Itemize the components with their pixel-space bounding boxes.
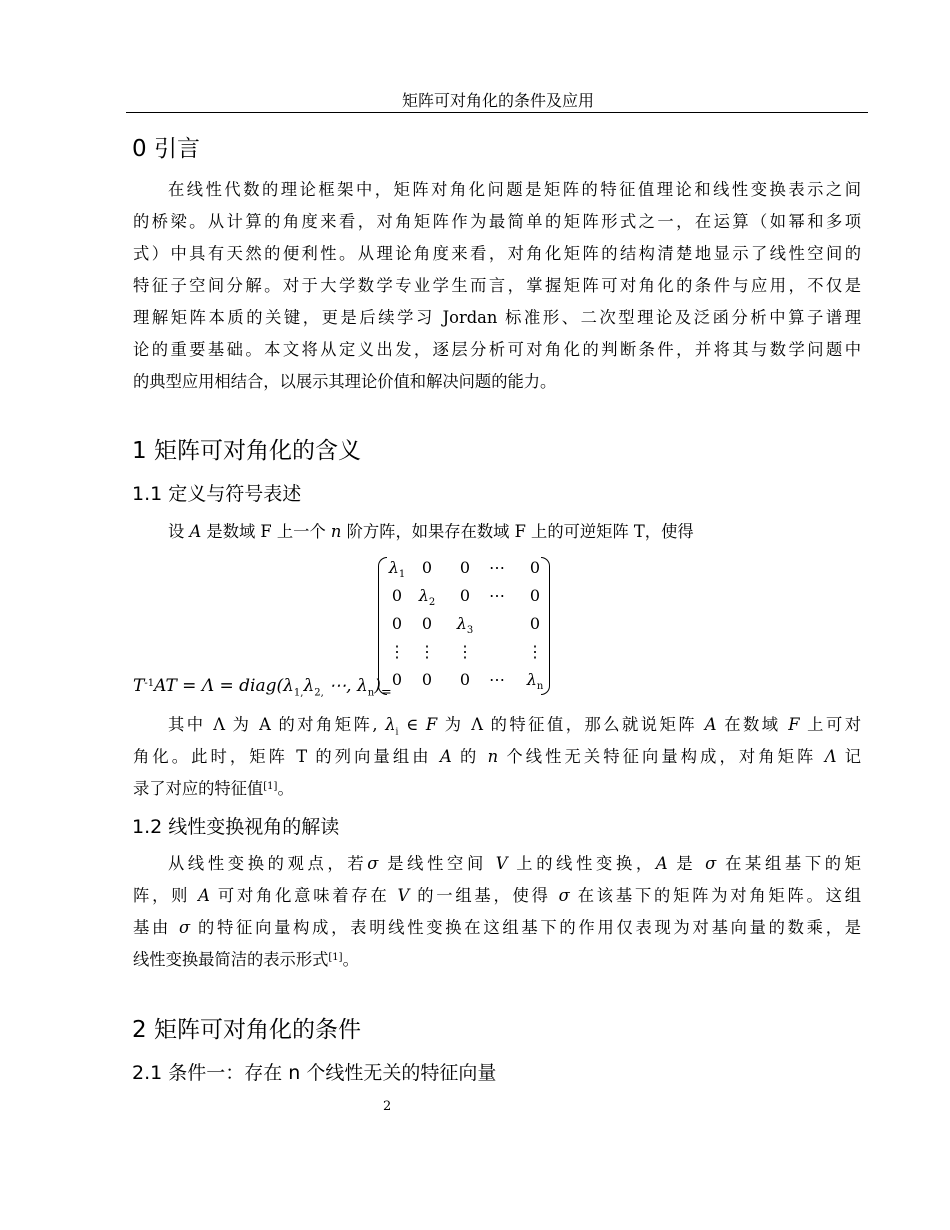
paragraph-line: 基由 σ 的特征向量构成，表明线性变换在这组基下的作用仅表现为对基向量的数乘，是 <box>133 918 861 937</box>
paragraph-line: 阵，则 A 可对角化意味着存在 V 的一组基，使得 σ 在该基下的矩阵为对角矩阵。这组 <box>133 886 861 905</box>
matrix-entry: 0 <box>391 614 403 633</box>
matrix-entry: ⋮ <box>419 642 435 661</box>
matrix-entry: 0 <box>421 558 433 577</box>
page-number: 2 <box>383 1099 392 1114</box>
matrix-entry: ⋮ <box>389 642 405 661</box>
citation-ref: [1] <box>263 781 278 792</box>
matrix-entry: $\lambda_3$ <box>456 614 474 637</box>
section-heading-1: 1 矩阵可对角化的含义 <box>132 438 361 464</box>
matrix-entry: ⋯ <box>489 558 505 577</box>
header-rule <box>126 112 868 113</box>
matrix-entry: 0 <box>391 670 403 689</box>
section-heading-intro: 0 引言 <box>132 136 200 162</box>
matrix-entry: 0 <box>421 670 433 689</box>
matrix-entry: $\lambda_1$ <box>388 558 406 581</box>
paragraph-line: 其中 Λ 为 A 的对角矩阵, $\lambda_i$ ∈ F 为 Λ 的特征值，那么就说矩阵 A 在数域 F 上可对 <box>168 715 862 738</box>
matrix-entry: 0 <box>391 586 403 605</box>
matrix-entry: 0 <box>421 614 433 633</box>
paragraph-line: 设 A 是数域 F 上一个 n 阶方阵，如果存在数域 F 上的可逆矩阵 T，使得 <box>168 522 694 541</box>
matrix-entry: 0 <box>459 670 471 689</box>
diagonalization-formula: $T^{-1}AT = \Lambda$ = $diag(\lambda_{1,}\lambda_{2,}$ ⋯, $\lambda_n)_=$ <box>133 676 392 700</box>
paragraph-line: 录了对应的特征值[1]。 <box>133 779 294 798</box>
citation-ref: [1] <box>328 952 343 963</box>
subsection-heading-2-1: 2.1 条件一：存在 n 个线性无关的特征向量 <box>132 1062 497 1084</box>
matrix-entry: 0 <box>459 558 471 577</box>
matrix-entry: ⋮ <box>527 642 543 661</box>
paragraph-line: 特征子空间分解。对于大学数学专业学生而言，掌握矩阵可对角化的条件与应用，不仅是 <box>133 276 861 295</box>
matrix-entry: 0 <box>529 558 541 577</box>
paragraph-line: 式）中具有天然的便利性。从理论角度来看，对角化矩阵的结构清楚地显示了线性空间的 <box>133 244 861 263</box>
matrix-entry: ⋮ <box>457 642 473 661</box>
paragraph-line: 线性变换最简洁的表示形式[1]。 <box>133 950 359 969</box>
subsection-heading-1-2: 1.2 线性变换视角的解读 <box>132 816 340 838</box>
paragraph-line: 在线性代数的理论框架中，矩阵对角化问题是矩阵的特征值理论和线性变换表示之间 <box>168 180 861 199</box>
paragraph-line: 论的重要基础。本文将从定义出发，逐层分析可对角化的判断条件，并将其与数学问题中 <box>133 340 861 359</box>
paragraph-line: 角化。此时，矩阵 T 的列向量组由 A 的 n 个线性无关特征向量构成，对角矩阵 Λ 记 <box>133 747 862 766</box>
matrix-entry: ⋯ <box>489 586 505 605</box>
matrix-entry: 0 <box>459 586 471 605</box>
section-heading-2: 2 矩阵可对角化的条件 <box>132 1017 361 1043</box>
paragraph-line: 的典型应用相结合，以展示其理论价值和解决问题的能力。 <box>133 372 557 391</box>
matrix-entry: 0 <box>529 586 541 605</box>
subsection-heading-1-1: 1.1 定义与符号表述 <box>132 483 302 505</box>
matrix-entry: $\lambda_n$ <box>526 670 544 693</box>
paragraph-line: 理解矩阵本质的关键，更是后续学习 Jordan 标准形、二次型理论及泛函分析中算子谱理 <box>133 308 861 327</box>
matrix-entry: $\lambda_2$ <box>418 586 436 609</box>
paragraph-line: 的桥梁。从计算的角度来看，对角矩阵作为最简单的矩阵形式之一，在运算（如幂和多项 <box>133 212 861 231</box>
running-header: 矩阵可对角化的条件及应用 <box>401 91 594 110</box>
paragraph-line: 从线性变换的观点，若σ 是线性空间 V 上的线性变换，A 是 σ 在某组基下的矩 <box>168 854 861 873</box>
matrix-entry: 0 <box>529 614 541 633</box>
matrix-entry: ⋯ <box>489 670 505 689</box>
diagonal-matrix <box>378 555 550 695</box>
